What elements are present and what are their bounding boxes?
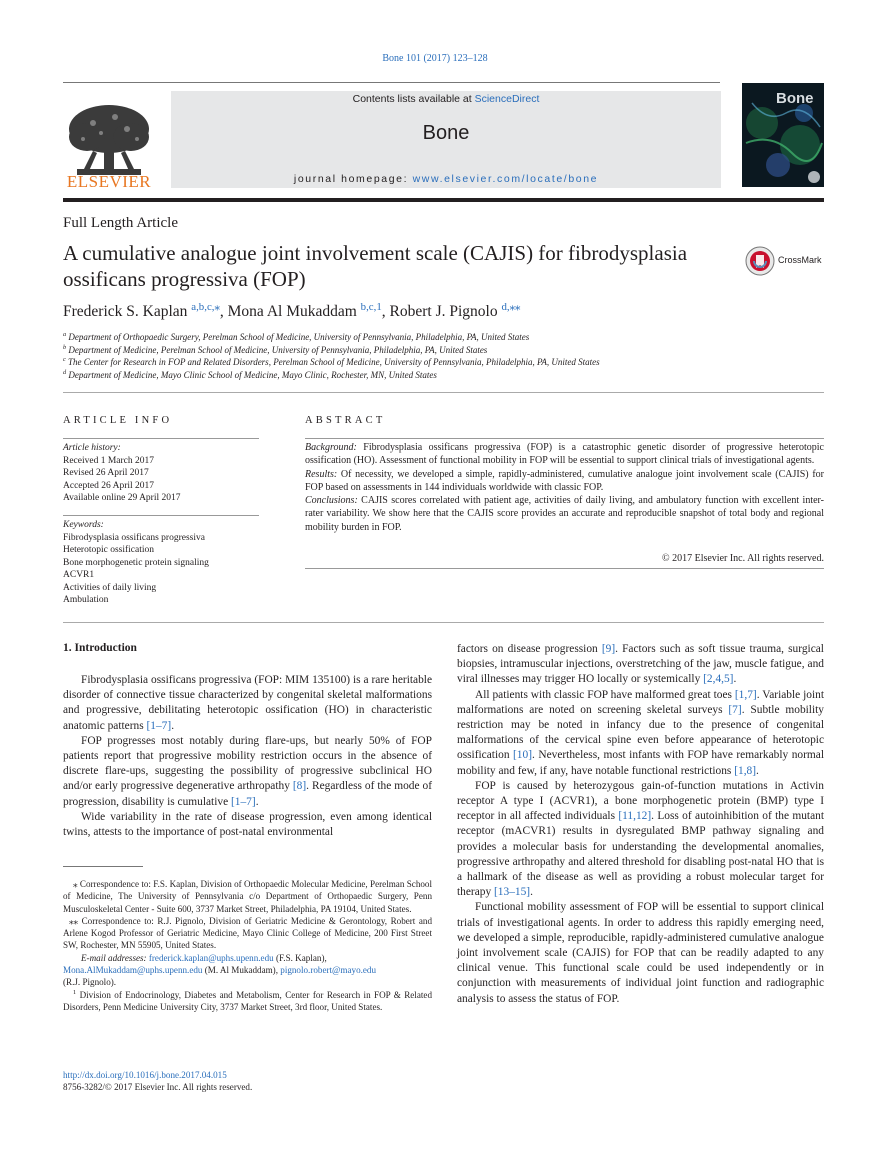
journal-homepage: journal homepage: www.elsevier.com/locate/bone (293, 173, 599, 185)
citation-link[interactable]: [13–15] (494, 886, 531, 899)
paragraph-text: . (171, 719, 175, 732)
body-paragraph (63, 673, 432, 734)
citation-link[interactable]: [1–7] (231, 795, 256, 808)
keyword: Bone morphogenetic protein signaling (63, 557, 209, 568)
homepage-link[interactable]: www.elsevier.com/locate/bone (412, 173, 599, 185)
paragraph-text: . Nevertheless, most infants with FOP have remarkably normal mobility and few, if any, have notable functional restrictions (457, 749, 824, 777)
article-type: Full Length Article (63, 215, 178, 231)
citation-link[interactable]: [1–7] (146, 719, 172, 732)
email-link[interactable]: Mona.AlMukaddam@uphs.upenn.edu (63, 965, 203, 976)
author-affil-marks[interactable]: d, (501, 300, 510, 313)
paragraph-text: FOP is caused by heterozygous gain-of-function mutations in Activin receptor A type I (ACVR1), a bone morphogenetic protein (BMP) type I receptor in all affected individuals (457, 779, 824, 823)
publisher-wordmark: ELSEVIER (66, 172, 152, 191)
sciencedirect-link[interactable]: ScienceDirect (474, 93, 540, 105)
section-rule (63, 622, 824, 623)
info-rule (63, 438, 259, 439)
affiliation: $^c$ The Center for Research in FOP and Related Disorders, Perelman School of Medicine, University of Pennsylvania, Philadelphia, PA, United States (63, 356, 600, 367)
body-paragraph (457, 779, 824, 901)
contents-line: Contents lists available at ScienceDirect (352, 93, 540, 105)
article-footer (63, 1069, 252, 1093)
abstract-body: Background: Fibrodysplasia ossificans progressiva (FOP) is a catastrophic genetic disorder of progressive heterotopic ossification (HO). Assessment of functional mobility in FOP will be essential to support clinical trials of investigational agents. Results: Of necessity, we developed a simple, rapidly-administered, cumulative analogue joint involvement scale (CAJIS) for FOP based on assessments in 144 individuals worldwide with classic FOP. Conclusions: CAJIS scores correlated with patient age, activities of daily living, and ambulatory function with excellent inter-rater variability. We show here that the CAJIS score provides an accurate and reproducible snapshot of total body and regional mobility burden in FOP. (305, 442, 824, 533)
body-paragraph (457, 900, 824, 1006)
paragraph-text: . (255, 795, 259, 808)
section-rule (63, 392, 824, 393)
citation-link[interactable]: [2,4,5] (703, 673, 734, 686)
citation-link[interactable]: [1,7] (734, 688, 757, 701)
abstract-rule (305, 568, 824, 569)
email-link[interactable]: pignolo.robert@mayo.edu (280, 965, 377, 976)
paragraph-text: . (756, 764, 759, 777)
body-column-right (457, 642, 824, 1007)
citation-link[interactable]: [10] (513, 749, 532, 762)
abstract-copyright: © 2017 Elsevier Inc. All rights reserved. (661, 553, 824, 564)
paragraph-text: factors on disease progression (457, 643, 602, 655)
author-list: Frederick S. Kaplan $^{a,b,c,⁎}$, Mona Al Mukaddam $^{b,c,1}$, Robert J. Pignolo $^{d,⁎⁎}$ (63, 300, 521, 320)
affiliation: $^a$ Department of Orthopaedic Surgery, Perelman School of Medicine, University of Pennsylvania, Philadelphia, PA, United States (63, 331, 530, 342)
article-info-heading: ARTICLE INFO (63, 415, 173, 426)
body-paragraph (457, 642, 824, 688)
body-paragraph (457, 688, 824, 779)
keywords: Keywords: Fibrodysplasia ossificans progressiva Heterotopic ossification Bone morphogenetic protein signaling ACVR1 Activities of daily living Ambulation (63, 520, 209, 605)
citation-link[interactable]: [9] (601, 643, 616, 655)
cover-title: Bone (776, 90, 814, 107)
paragraph-text: . Regardless of the mode of progression, disability is cumulative (63, 780, 432, 808)
header-thick-rule (63, 198, 824, 202)
paragraph-text: Functional mobility assessment of FOP will be essential to support clinical trials of investigational agents. In order to address this rapidly emerging need, we developed a simple, reproducible, rapidly-administered cumulative analogue joint involvement scale (CAJIS) for FOP that can be readily adapted to any clinical venue. This functional scale could be used independently or in conjunction with measurements of individual joint function and radiographic analysis to assess the status of FOP. (457, 901, 824, 1005)
crossmark-label[interactable]: CrossMark (778, 255, 822, 265)
citation-link[interactable]: [1,8] (734, 764, 757, 777)
body-paragraph (63, 734, 432, 810)
keyword: ACVR1 (63, 570, 95, 580)
author-name: Mona Al Mukaddam (227, 303, 361, 320)
paragraph-text: All patients with classic FOP have malformed great toes (475, 688, 735, 701)
author-affil-marks[interactable]: a,b,c, (191, 300, 215, 313)
paragraph-text: . (530, 886, 533, 899)
author-corresponding-mark[interactable]: ⁎⁎ (509, 300, 521, 313)
footnotes: ⁎ Correspondence to: F.S. Kaplan, Division of Orthopaedic Molecular Medicine, Perelman School of Medicine, The University of Pennsylvania c/o Department of Orthopaedic Surgery, Penn Musculoskeletal Center - Suite 600, 3737 Market Street, Philadelphia, PA 19104, United States. ⁎⁎ Correspondence to: R.J. Pignolo, Division of Geriatric Medicine & Gerontology, Robert and Arlene Kogod Professor of Geriatric Medicine, Mayo Clinic College of Medicine, 200 First Street SW, Rochester, MN 55905, United States. E-mail addresses: frederick.kaplan@uphs.upenn.edu (F.S. Kaplan), Mona.AlMukaddam@uphs.upenn.edu (M. Al Mukaddam), pignolo.robert@mayo.edu (R.J. Pignolo). $^1$ Division of Endocrinology, Diabetes and Metabolism, Center for Research in FOP & Related Disorders, Penn Medicine University City, 3737 Market Street, 3rd floor, United States. (63, 879, 432, 1012)
crossmark-icon[interactable] (745, 246, 775, 276)
history-item: Received 1 March 2017 (63, 455, 155, 466)
history-item: Revised 26 April 2017 (63, 468, 149, 478)
keyword: Fibrodysplasia ossificans progressiva (63, 532, 205, 543)
email-link[interactable]: frederick.kaplan@uphs.upenn.edu (148, 952, 274, 963)
history-item: Available online 29 April 2017 (63, 493, 181, 503)
paragraph-text: Fibrodysplasia ossificans progressiva (FOP: MIM 135100) is a rare heritable disorder of connective tissue characterized by congenital skeletal malformations and progressive, debilitating heterotopic ossification (HO) in characteristic anatomic patterns (63, 674, 432, 732)
paragraph-text: FOP progresses most notably during flare-ups, but nearly 50% of FOP patients report that progressive mobility restriction occurs in the absence of discrete flare-ups, suggesting the possibility of progressive subclinical HO and/or early progressive degenerative arthropathy (63, 734, 432, 793)
keyword: Heterotopic ossification (63, 545, 155, 555)
paragraph-text: . Subtle mobility restriction may be noted in infancy due to the presence of congenital malformations of the cervical spine even before appearance of heterotopic ossification (457, 703, 824, 762)
author-name: Robert J. Pignolo (389, 303, 502, 320)
citation-link[interactable]: [7] (728, 703, 742, 716)
body-paragraph (63, 810, 432, 840)
section-heading: 1. Introduction (63, 642, 137, 654)
article-history: Article history: Received 1 March 2017 Revised 26 April 2017 Accepted 26 April 2017 Available online 29 April 2017 (63, 443, 181, 503)
paragraph-text: . Variable joint malformations are noted on screening skeletal surveys (457, 688, 825, 716)
author-affil-marks[interactable]: b,c,1 (360, 300, 382, 313)
paragraph-text: . (733, 673, 737, 686)
abstract-heading: ABSTRACT (305, 415, 386, 426)
citation-link[interactable]: [8] (292, 780, 307, 793)
citation-link[interactable]: [11,12] (618, 810, 652, 823)
affiliations (63, 331, 600, 381)
article-title: A cumulative analogue joint involvement scale (CAJIS) for fibrodysplasia ossificans progressiva (FOP) (63, 241, 688, 291)
journal-name: Bone (422, 122, 470, 144)
author-corresponding-mark[interactable]: ⁎ (214, 300, 220, 313)
paragraph-text: Wide variability in the rate of disease progression, even among identical twins, attests to the importance of post-natal environmental (63, 810, 432, 839)
affiliation: $^d$ Department of Medicine, Mayo Clinic School of Medicine, Mayo Clinic, Rochester, MN, United States (63, 368, 437, 380)
history-item: Accepted 26 April 2017 (63, 480, 155, 491)
header-rule (63, 82, 720, 83)
info-rule (63, 515, 259, 516)
paragraph-text: . Factors such as soft tissue trauma, surgical biopsies, intramuscular injections, overstretching of the jaw, muscle fatigue, and viral illnesses may trigger HO locally or systemically (457, 643, 824, 686)
footnote-rule (63, 866, 143, 867)
keyword: Activities of daily living (63, 582, 157, 593)
keyword: Ambulation (63, 595, 109, 605)
paragraph-text: . Loss of autoinhibition of the mutant receptor (mACVR1) results in dysregulated BMP pathway signaling and provides a molecular basis for understanding the developmental anomalies, progressive arthropathy and altered threshold for disabling post-natal HO that is a hallmark of the disease as well as providing a robust molecular target for therapy (457, 810, 824, 899)
affiliation: $^b$ Department of Medicine, Perelman School of Medicine, University of Pennsylvania, Philadelphia, PA, United States (63, 343, 488, 355)
body-column-left (63, 673, 432, 840)
issn-line: 8756-3282/© 2017 Elsevier Inc. All rights reserved. (63, 1082, 253, 1092)
journal-citation[interactable]: Bone 101 (2017) 123–128 (382, 53, 488, 64)
doi-link[interactable]: http://dx.doi.org/10.1016/j.bone.2017.04.015 (63, 1070, 227, 1080)
abstract-rule (305, 438, 824, 439)
author-name: Frederick S. Kaplan (63, 303, 192, 320)
